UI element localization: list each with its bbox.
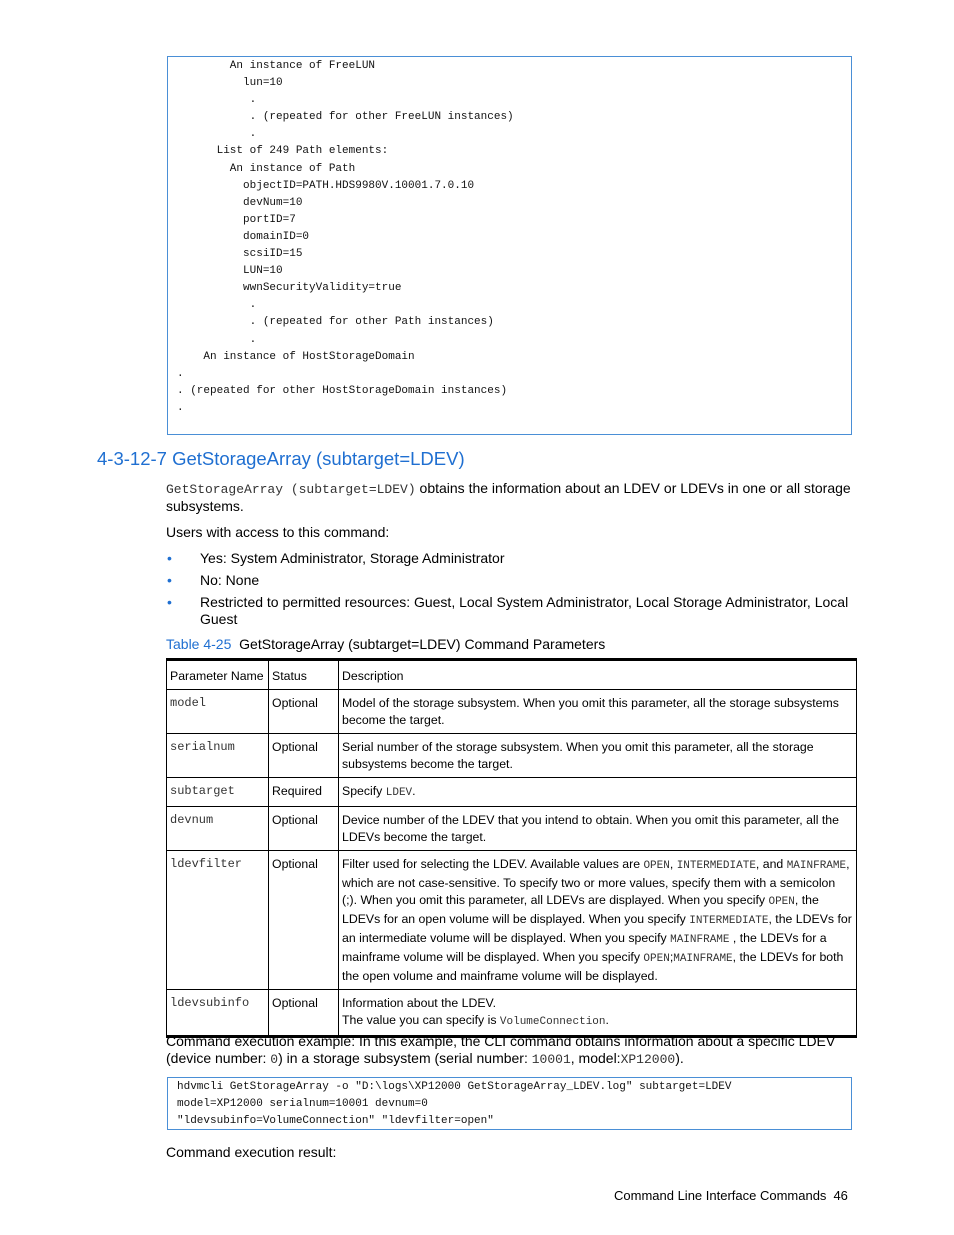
desc-code: MAINFRAME: [673, 953, 733, 965]
desc-code: MAINFRAME: [670, 934, 730, 946]
result-label: Command execution result:: [166, 1144, 337, 1160]
table-row: [167, 690, 857, 734]
param-name: serialnum: [167, 734, 269, 778]
list-item: [166, 594, 856, 628]
code-sample-output-text: An instance of FreeLUN lun=10 . . (repeated for other FreeLUN instances) . List of 249 Path elements: An instance of Path objectID=PATH.HDS9980V.10001.7.0.10 devNum=10 portID=7 domainID=0 scsiID=15 LUN=10 wwnSecurityValidity=true . . (repeated for other Path instances) . An instance of HostStorageDomain . . (repeated for other HostStorageDomain instances) .: [177, 60, 514, 414]
command-name: GetStorageArray (subtarget=LDEV): [166, 482, 416, 497]
table-row: [167, 734, 857, 778]
bullet-icon: •: [167, 550, 172, 566]
param-status: Optional: [269, 990, 339, 1037]
table-row: [167, 851, 857, 990]
desc-text: , the LDEVs for a mainframe volume will be displayed. When you specify: [342, 931, 827, 964]
table-header-row: [167, 660, 857, 690]
desc-code: MAINFRAME: [786, 860, 847, 872]
param-status: Optional: [269, 734, 339, 778]
example-code: XP12000: [620, 1052, 676, 1067]
list-item-text: No: None: [200, 572, 260, 588]
param-description: [339, 851, 857, 990]
table-number: Table 4-25: [166, 636, 232, 652]
intro-text: obtains the information about an LDEV or LDEVs in one or all storage subsystems.: [166, 480, 851, 514]
desc-code: LDEV: [385, 787, 413, 799]
desc-text: Information about the LDEV.: [342, 996, 497, 1010]
example-text: ) in a storage subsystem (serial number:: [278, 1050, 532, 1066]
desc-text: Filter used for selecting the LDEV. Available values are: [342, 857, 644, 871]
table-row: [167, 778, 857, 807]
desc-code: OPEN: [643, 953, 670, 965]
desc-text: .: [412, 784, 416, 798]
desc-code: OPEN: [768, 896, 795, 908]
list-item: [166, 550, 856, 567]
desc-code: OPEN: [643, 860, 670, 872]
section-heading: 4-3-12-7 GetStorageArray (subtarget=LDEV): [97, 448, 465, 469]
param-name: model: [167, 690, 269, 734]
param-name: ldevsubinfo: [167, 990, 269, 1037]
desc-text: .: [605, 1013, 609, 1027]
desc-text: ,: [669, 857, 677, 871]
header-status: Status: [269, 660, 339, 690]
example-text: Command execution example: In this example, the CLI command obtains information about a specific LDEV (device number:: [166, 1033, 836, 1066]
table-title: GetStorageArray (subtarget=LDEV) Command Parameters: [239, 636, 606, 652]
bullet-icon: •: [167, 594, 172, 610]
param-status: Required: [269, 778, 339, 807]
desc-code: INTERMEDIATE: [676, 860, 756, 872]
access-intro: Users with access to this command:: [166, 524, 390, 540]
param-description: [339, 990, 857, 1037]
param-name: devnum: [167, 807, 269, 851]
example-code: 10001: [531, 1052, 571, 1067]
list-item: [166, 572, 856, 589]
desc-text: , which are not case-sensitive. To specify two or more values, specify them with a semicolon (;). When you omit this parameter, all LDEVs are displayed. When you specify: [342, 857, 850, 907]
param-description: Model of the storage subsystem. When you omit this parameter, all the storage subsystems become the target.: [339, 690, 857, 734]
bullet-icon: •: [167, 572, 172, 588]
param-description: [339, 778, 857, 807]
desc-text: , the LDEVs for an intermediate volume will be displayed. When you specify: [342, 912, 852, 945]
desc-code: INTERMEDIATE: [689, 915, 769, 927]
desc-text: Specify: [342, 784, 386, 798]
example-code: 0: [270, 1052, 279, 1067]
access-list: [166, 550, 856, 633]
list-item-text: Restricted to permitted resources: Guest, Local System Administrator, Local Storage Administrator, Local Guest: [200, 594, 849, 627]
table-row: [167, 990, 857, 1037]
desc-text: , and: [755, 857, 787, 871]
example-text: ).: [675, 1050, 684, 1066]
param-description: Device number of the LDEV that you intend to obtain. When you omit this parameter, all the LDEVs become the target.: [339, 807, 857, 851]
param-status: Optional: [269, 690, 339, 734]
code-sample-output: [167, 56, 852, 435]
example-text: , model:: [570, 1050, 621, 1066]
desc-text: ;: [669, 950, 674, 964]
param-name: subtarget: [167, 778, 269, 807]
desc-text: , the LDEVs for an open volume will be displayed. When you specify: [342, 893, 819, 926]
param-name: ldevfilter: [167, 851, 269, 990]
footer-title: Command Line Interface Commands: [614, 1188, 827, 1203]
page-footer: [614, 1188, 848, 1203]
desc-text: The value you can specify is: [342, 1013, 500, 1027]
intro-paragraph: [166, 480, 856, 515]
parameters-table: [166, 658, 857, 1038]
desc-text: , the LDEVs for both the open volume and mainframe volume will be displayed.: [342, 950, 844, 983]
param-status: Optional: [269, 807, 339, 851]
list-item-text: Yes: System Administrator, Storage Administrator: [200, 550, 505, 566]
code-sample-command-text: hdvmcli GetStorageArray -o "D:\logs\XP12000 GetStorageArray_LDEV.log" subtarget=LDEV model=XP12000 serialnum=10001 devnum=0 "ldevsubinfo=VolumeConnection" "ldevfilter=open": [177, 1081, 732, 1128]
param-description: Serial number of the storage subsystem. When you omit this parameter, all the storage subsystems become the target.: [339, 734, 857, 778]
example-paragraph: [166, 1033, 856, 1068]
table-caption: [166, 636, 605, 652]
header-description: Description: [339, 660, 857, 690]
code-sample-command: [167, 1077, 852, 1130]
desc-code: VolumeConnection: [499, 1016, 606, 1028]
header-parameter-name: Parameter Name: [167, 660, 269, 690]
table-row: [167, 807, 857, 851]
page-number: 46: [833, 1188, 848, 1203]
param-status: Optional: [269, 851, 339, 990]
